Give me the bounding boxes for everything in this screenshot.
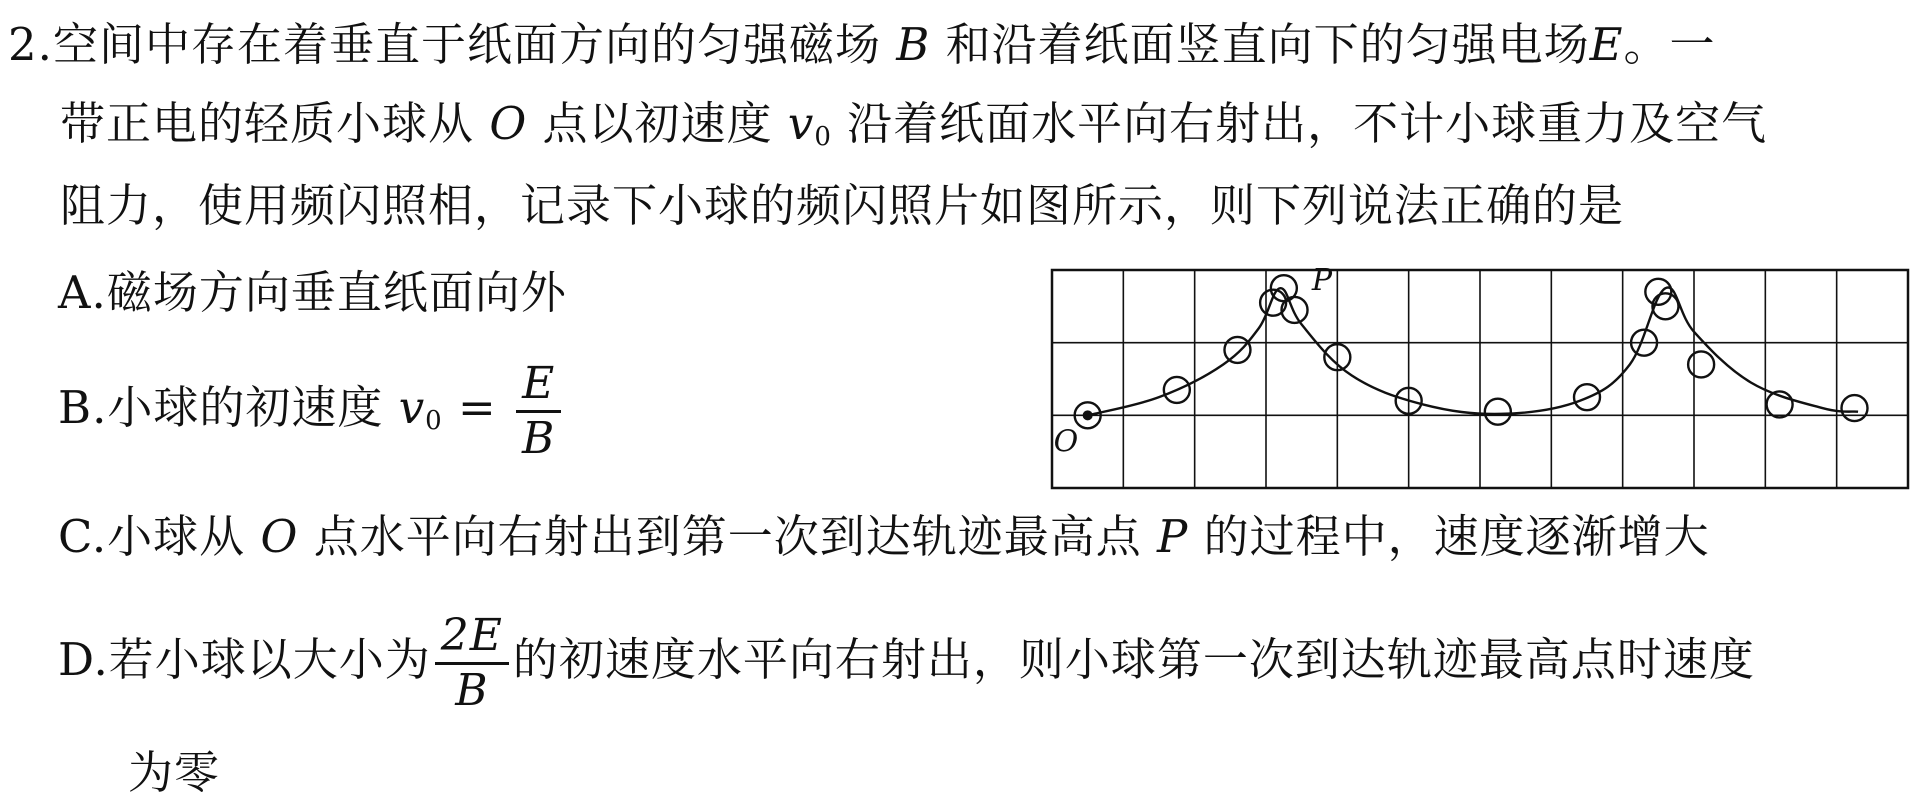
question-number: 2. <box>8 18 53 71</box>
option-d-continued <box>128 742 220 804</box>
option-label: A. <box>58 266 107 319</box>
stem-text: 带正电的轻质小球从 <box>60 97 475 150</box>
question-stem-line-1 <box>8 14 1716 76</box>
label-o: O <box>1053 424 1079 460</box>
stem-text: 阻力，使用频闪照相，记录下小球的频闪照片如图所示，则下列说法正确的是 <box>60 179 1625 232</box>
ball-image <box>1224 337 1250 363</box>
ball-image <box>1645 279 1671 305</box>
question-stem-line-3 <box>60 175 1624 237</box>
point-p-symbol: P <box>1157 510 1189 563</box>
electric-field-symbol: E <box>1589 18 1624 71</box>
stem-text: 沿着纸面水平向右射出，不计小球重力及空气 <box>847 97 1768 150</box>
option-text: 点水平向右射出到第一次到达轨迹最高点 <box>313 510 1142 563</box>
velocity-symbol: $v_0$ <box>398 381 443 436</box>
ball-image <box>1396 388 1422 414</box>
option-label: D. <box>58 633 109 686</box>
ball-images <box>1075 275 1868 428</box>
option-text: 的过程中，速度逐渐增大 <box>1203 510 1710 563</box>
option-text: 若小球以大小为 <box>108 633 431 686</box>
question-stem-line-2 <box>60 93 1767 168</box>
ball-image <box>1631 330 1657 356</box>
start-point-dot <box>1083 410 1093 420</box>
option-text: 磁场方向垂直纸面向外 <box>106 266 567 319</box>
option-d[interactable] <box>58 610 1755 716</box>
point-o-symbol: O <box>260 510 299 563</box>
label-p: P <box>1311 268 1333 299</box>
option-text: 小球的初速度 <box>107 381 384 434</box>
ball-image <box>1282 297 1308 323</box>
velocity-symbol: $v_0$ <box>787 97 832 152</box>
ball-image <box>1767 391 1793 417</box>
ball-image <box>1164 377 1190 403</box>
equals-sign: = <box>458 381 497 434</box>
point-o-symbol: O <box>489 97 528 150</box>
magnetic-field-symbol: B <box>896 18 931 71</box>
trajectory-curve <box>1088 287 1858 415</box>
stem-text: 点以初速度 <box>542 97 773 150</box>
flash-photo-figure <box>1050 268 1910 490</box>
option-a[interactable] <box>58 262 567 324</box>
ball-image <box>1485 399 1511 425</box>
stem-text: 空间中存在着垂直于纸面方向的匀强磁场 <box>52 18 881 71</box>
option-b[interactable] <box>58 358 565 464</box>
ball-image <box>1324 344 1350 370</box>
fraction-e-over-b: $\frac{E}{B}$ <box>516 362 561 461</box>
ball-image <box>1688 351 1714 377</box>
option-text: 的初速度水平向右射出，则小球第一次到达轨迹最高点时速度 <box>512 633 1755 686</box>
stem-text: 和沿着纸面竖直向下的匀强电场 <box>945 18 1590 71</box>
option-text: 小球从 <box>107 510 246 563</box>
ball-image <box>1574 384 1600 410</box>
option-label: C. <box>58 510 108 563</box>
option-text: 为零 <box>128 746 221 799</box>
option-label: B. <box>58 381 108 434</box>
option-c[interactable] <box>58 506 1710 568</box>
stem-text: 。一 <box>1623 18 1716 71</box>
ball-image <box>1842 395 1868 421</box>
fraction-2e-over-b: $\frac{2E}{B}$ <box>435 614 509 713</box>
